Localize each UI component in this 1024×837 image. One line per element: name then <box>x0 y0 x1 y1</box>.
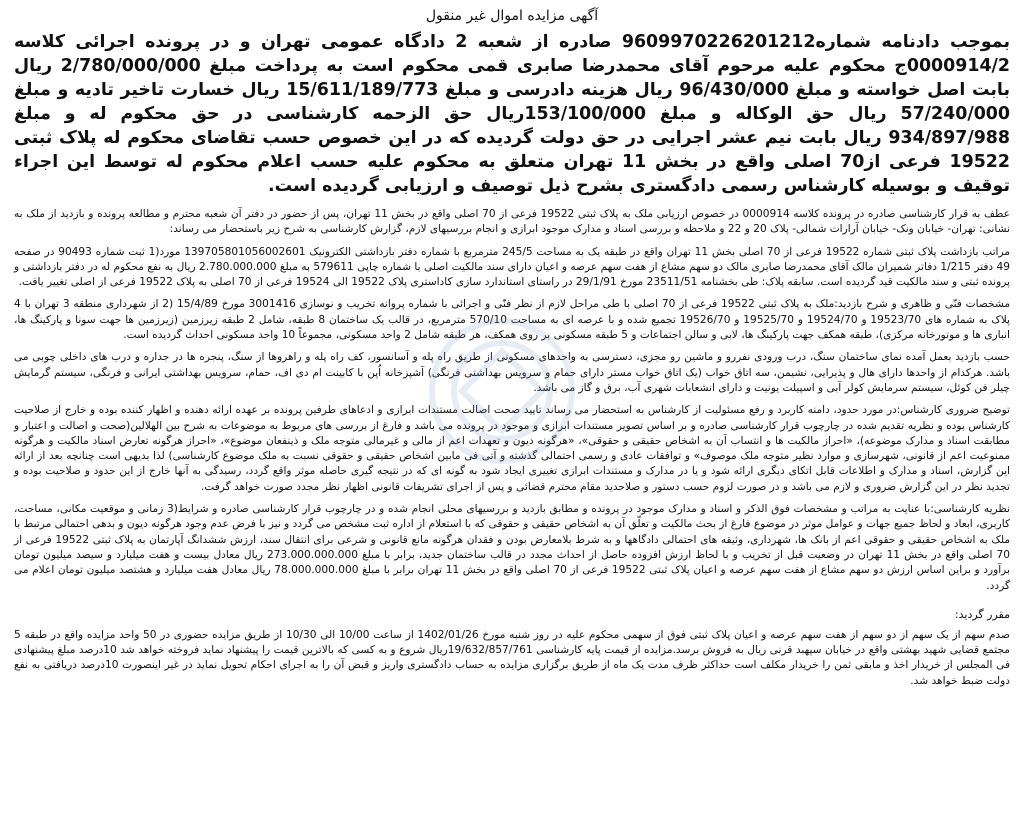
paragraph-expert-opinion: نظریه کارشناسی:با عنایت به مراتب و مشخصات فوق الذکر و اسناد و مدارک موجود در پرونده و مطابق بازدید و بررسیهای محلی انجام شده و در چارچوب قرار کارشناسی صادره و شرایط(3 زمانی و موقعیت مکانی، مساحت، کاربری، ابعاد و لحاظ جمیع جهات و عوامل موثر در موضوع فارغ از بحث مالکیت و تعلّق آن به اشخاص حقیقی و حقوقی که با استعلام از اداره ثبت مشخص می گردد و نیز با فرض عدم وجود هرگونه دیون و بدهی احتمالی مرتبط با ملک به اشخاص حقیقی و حقوقی اعم از بانک ها، شهرداری، وثیقه های احتمالی دادگاهها و به شرط بلامعارض بودن و فقدان هرگونه مانع قانونی و شرعی برای انتقال سند، ارزش ششدانگ آپارتمان به پلاک ثبتی 19522 فرعی از 70 اصلی واقع در بخش 11 تهران در وضعیت قبل از تخریب و با لحاظ ارزش افزوده حاصل از احداث مجدد در قالب ساختمان جدید، برابر با مبلغ 273.000.000.000 ریال معادل بیست و هفت میلیارد و سیصد میلیون تومان برآورد و براین اساس ارزش دو سهم مشاع از هفت سهم عرصه و اعیان پلاک ثبتی 19522 فرعی از 70 اصلی واقع در بخش 11 تهران برابر با مبلغ 78.000.000.000 ریال معادل هفت میلیارد و هشتصد میلیون تومان اعلام می گردد. <box>14 503 1011 592</box>
decision-subheading: مقرر گردید: <box>954 607 1010 621</box>
paragraph-inspection: حسب بازدید بعمل آمده نمای ساختمان سنگ، درب ورودی نفررو و ماشین رو مجزی، دسترسی به واحدهای مسکونی از طریق راه پله و آسانسور، کف راه پله و راهروها از سنگ، پنجره ها در جداره و درب های داخلی چوبی می باشد. هرکدام از واحدها دارای هال و پذیرایی، نشیمن، سه اتاق خواب (یک اتاق خواب مستر دارای حمام و سرویس بهداشتی فرنگی) آشپزخانه اُپن با کابینت ام دی اف، حمام، سرویس بهداشتی ایرانی و فرنگی، سیستم گرمایش چیلر فن کوئل، سیستم سرمایش کولر آبی و اسپیلت یونیت و دارای انشعابات شهری آب، برق و گاز می باشد. <box>14 351 1010 394</box>
notice-heading: بموجب دادنامه شماره9609970226201212 صادره از شعبه 2 دادگاه عمومی تهران و در پرونده اجرائی کلاسه 0000914/2ج محکوم علیه مرحوم آقای محمدرضا صابری قمی محکوم است به پرداخت مبلغ 2/780/000/000 ریال بابت اصل خواسته و مبلغ 96/430/000 ریال هزینه دادرسی و مبلغ 15/611/189/773 ریال خسارت تاخیر تادیه و مبلغ 57/240/000 ریال حق الوکاله و مبلغ 153/100/000ریال حق الزحمه کارشناسی در حق محکوم له و مبلغ 934/897/988 ریال بابت نیم عشر اجرایی در حق دولت گردیده که در این خصوص حسب تقاضای محکوم له پلاک ثبتی 19522 فرعی از70 اصلی واقع در بخش 11 تهران متعلق به محکوم علیه حسب اعلام محکوم له توسط این اجراء توقیف و بوسیله کارشناس رسمی دادگستری بشرح ذیل توصیف و ارزیابی گردیده است. <box>14 32 1011 196</box>
paragraph-expert-note: توضیح ضروری کارشناس:در مورد حدود، دامنه کاربرد و رفع مسئولیت از کارشناس به استحضار می رساند تایید صحت اصالت مستندات ابرازی و ادعاهای طرفین پرونده بر عهده ارائه دهنده و اظهار کننده بوده و خارج از صلاحیت کارشناس بوده و نظریه تقدیم شده در چارچوب قرار کارشناسی صادره و بر اساس تصویر مستندات ابرازی و موجود در پرونده می باشد و فارغ از بررسی های مربوط به موضوعات به شرح بین الهلالین(صحت و اصالت و اعتبار و مطابقت اسناد و مدارک موضوعه)، «احراز مالکیت ها و انتساب آن به اشخاص حقیقی و حقوقی»، «هرگونه دیون و تعهدات اعم از مالی و غیرمالی متوجه ملک و ذینفعان موضوع»، «احراز هرگونه تعارض اسناد مالکیت و هرگونه ممنوعیت اعم از قانونی، شهرسازی و موارد نظیر متوجه ملک موصوف» و توافقات عادی و رسمی احتمالی گذشته و آتی فی مابین اشخاص حقیقی و حقوقی نسبت به ملک موضوع کارشناسی) لذا بدیهی است چنانچه بعد از ارائه این گزارش، اسناد و مدارک و اطلاعات قابل اتکای دیگری ارائه شود و یا در مدارک و مستندات ابرازی تغییری ایجاد شود به گونه ای که در نتیجه گیری حاصله موثر واقع گردد، رسیدگی به آنها خارج از این حدود و صلاحیت بوده و تجدید نظر در این گزارش ضروری و لازم می باشد و در صورت لزوم حسب دستور و صلاحدید مقام محترم قضائی و پس از اجرای تشریفات قانونی اظهار نظر مجدد صورت خواهد گرفت. <box>14 404 1010 493</box>
page-title: آگهی مزایده اموال غیر منقول <box>425 8 599 24</box>
paragraph-auction-terms: صدم سهم از یک سهم از دو سهم از هفت سهم عرصه و اعیان پلاک ثبتی فوق از سهمی محکوم علیه در روز شنبه مورخ 1402/01/26 از ساعت 10/00 الی 10/30 از طریق مزایده حضوری در 50 واحد مزایده واقع در طبقه 5 مجتمع قضایی شهید بهشتی واقع در خیابان سپهبد قرنی ریال به فروش برسد.مزایده از قیمت پایه کارشناسی 19/632/857/761ریال شروع و به کسی که بالاترین قیمت را پیشنهاد نماید فروخته خواهد شد 10درصد مبلغ پیشنهادی فی المجلس از خریدار اخذ و مابقی ثمن را خریدار مکلف است حداکثر ظرف مدت یک ماه از طریق برگزاری مزایده به حساب دادگستری واریز و قبض آن را به اجرای احکام تحویل نماید در غیر اینصورت 10درصد دریافتی به نفع دولت ضبط خواهد شد. <box>14 628 1011 687</box>
paragraph-expert-order: عطف به قرار کارشناسی صادره در پرونده کلاسه 0000914 در خصوص ارزیابی ملک به پلاک ثبتی 19522 فرعی از 70 اصلی واقع در بخش 11 تهران، پس از حضور در دفتر آن شعبه محترم و مطالعه پرونده و بازدید از ملک به نشانی: تهران- خیابان ونک- خیابان آرارات شمالی- پلاک 20 و 22 و ملاحظه و بررسی اسناد و مدارک موجود ابرازی و انجام بررسیهای لازم، گزارش کارشناسی به شرح زیر باستحضار می رساند: <box>14 208 1010 236</box>
paragraph-technical-specs: مشخصات فنّی و ظاهری و شرح بازدید:ملک به پلاک ثبتی 19522 فرعی از 70 اصلی با طی مراحل لازم از نظر فنّی و اجرائی با شماره پروانه تخریب و نوسازی 3001416 مورخ 15/4/89 (2 از شهرداری منطقه 3 تهران با 4 پلاک به شماره های 19523/70 و 19524/70 و 19525/70 و 19526/70 تجمیع شده و با عرصه ای به مساحت 570/10 مترمربع، در قالب یک ساختمان 8 طبقه، شامل 2 طبقه زیرزمین (زیرزمین ها جهت سونا و پارکینگ ها، انباری ها و موتورخانه مرکزی)، طبقه همکف جهت پارکینگ ها، لابی و سالن اجتماعات و 5 طبقه مسکونی بر روی همکف، هر طبقه شامل 2 واحد مسکونی، مجموعاً 10 واحد مسکونی احداث گردیده است. <box>14 298 1011 342</box>
paragraph-registration: مراتب بازداشت پلاک ثبتی شماره 19522 فرعی از 70 اصلی بخش 11 تهران واقع در طبقه یک به مساحت 245/5 مترمربع با شماره دفتر بازداشتی الکترونیک 139705801056002601 مورد(1 ثبت شماره 90493 در صفحه 49 دفتر 1/215 دفاتر شمیران مالک آقای محمدرضا صابری مالک دو سهم مشاع از هفت سهم عرصه و اعیان دارای سند مالکیت اصلی با شماره چاپی 579611 به مبلغ 2.780.000.000 ریال به نفع محکوم له در دفتر بازداشتی و پرونده ثبتی و سند مالکیت قید گردیده است. سابقه پلاک: طی بخشنامه 23511/51 مورخ 29/1/91 در راستای استاندارد سازی کاداستری پلاک 19522 الی 19524 فرعی از 70 اصلی به پلاک 19522 فرعی از اصلی تغییر یافت. <box>14 245 1010 289</box>
